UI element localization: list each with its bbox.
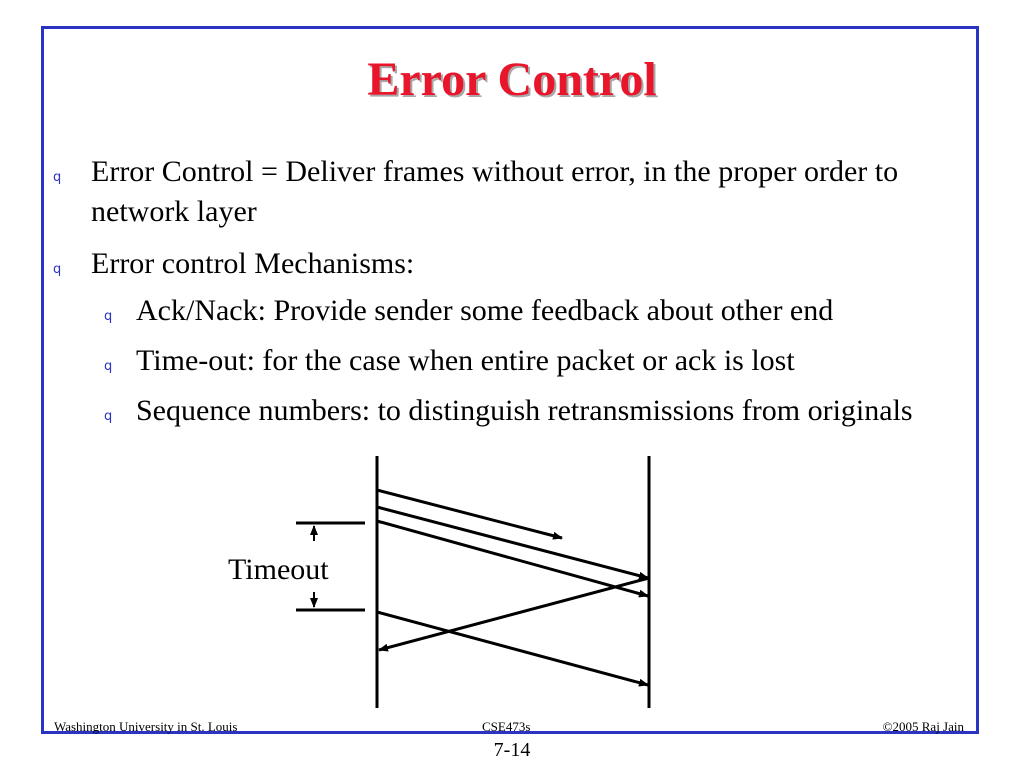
bullet-text: Error control Mechanisms: bbox=[91, 247, 415, 280]
frame-arrow bbox=[377, 507, 648, 578]
timeout-label: Timeout bbox=[228, 553, 329, 586]
ack-arrow bbox=[379, 578, 649, 650]
footer-institution: Washington University in St. Louis bbox=[54, 719, 238, 734]
footer-copyright: ©2005 Raj Jain bbox=[882, 719, 964, 734]
bullet-text: Ack/Nack: Provide sender some feedback about other end bbox=[136, 294, 834, 327]
bullet-text: Sequence numbers: to distinguish retransmissions from originals bbox=[136, 394, 913, 427]
slide-title: Error Control bbox=[367, 53, 657, 106]
bullet-marker-icon: q bbox=[53, 170, 62, 185]
bullet-text: Error Control = Deliver frames without error, in the proper order to network layer bbox=[91, 155, 899, 228]
page-number: 7-14 bbox=[493, 739, 531, 761]
bullet-text: Time-out: for the case when entire packet or ack is lost bbox=[136, 344, 795, 377]
bullet-marker-icon: q bbox=[53, 262, 62, 277]
bullet-marker-icon: q bbox=[104, 359, 113, 374]
frame-arrow bbox=[377, 521, 648, 596]
bullet-marker-icon: q bbox=[104, 309, 113, 324]
retransmission-arrow bbox=[377, 612, 648, 685]
bullet-marker-icon: q bbox=[104, 409, 113, 424]
footer-course: CSE473s bbox=[482, 719, 531, 734]
